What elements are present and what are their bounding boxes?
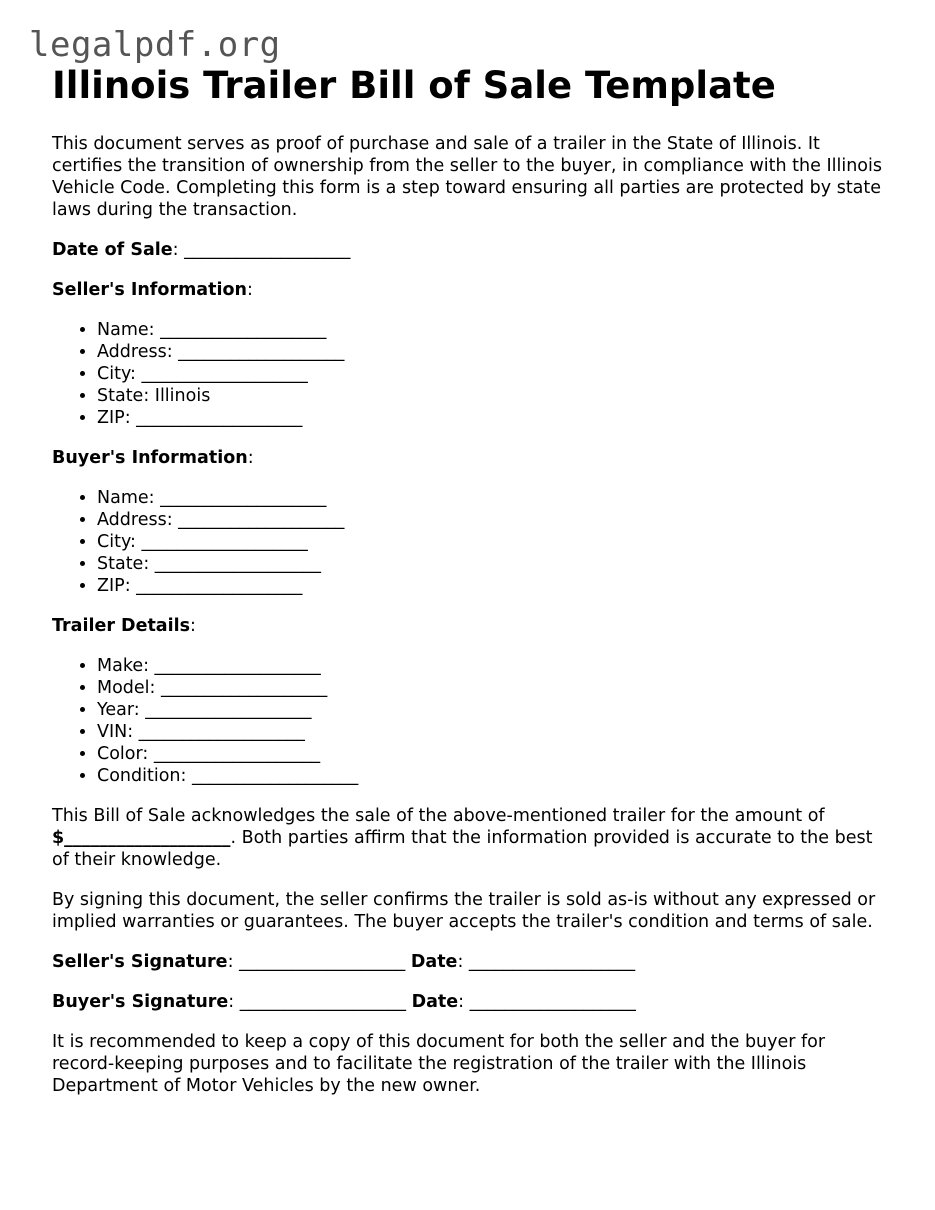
trailer-make-field[interactable]: • Make: ___________________ [97, 655, 887, 677]
closing-paragraph: It is recommended to keep a copy of this document for both the seller and the buyer for record-keeping purposes and to facilitate the registration of the trailer with the Illinois Department of Motor Vehicles by the new owner. [52, 1032, 826, 1097]
buyer-info-heading: Buyer's Information: [52, 448, 254, 469]
trailer-details-heading: Trailer Details: [52, 616, 196, 637]
trailer-vin-field[interactable]: • VIN: ___________________ [97, 721, 887, 743]
trailer-details-list [52, 655, 887, 787]
trailer-year-field[interactable]: • Year: ___________________ [97, 699, 887, 721]
buyer-signature-blank[interactable]: ___________________ [239, 992, 407, 1013]
seller-zip-field[interactable]: • ZIP: ___________________ [97, 407, 887, 429]
seller-address-field[interactable]: • Address: ___________________ [97, 341, 887, 363]
buyer-zip-field[interactable]: • ZIP: ___________________ [97, 575, 887, 597]
seller-state-field: • State: Illinois [97, 385, 887, 407]
buyer-name-field[interactable]: • Name: ___________________ [97, 487, 887, 509]
buyer-city-field[interactable]: • City: ___________________ [97, 531, 887, 553]
seller-signature-label: Seller's Signature [52, 952, 228, 973]
buyer-info-list [52, 487, 887, 597]
seller-date-label: Date [410, 952, 458, 973]
watermark-logo: legalpdf.org [29, 25, 281, 65]
buyer-signature-label: Buyer's Signature [52, 992, 229, 1013]
amount-paragraph: This Bill of Sale acknowledges the sale of the above-mentioned trailer for the amount of $___________________. Both parties affirm that the information provided is accurate to the best of their knowledge. [52, 806, 873, 871]
date-of-sale-label: Date of Sale [52, 240, 173, 261]
seller-name-field[interactable]: • Name: ___________________ [97, 319, 887, 341]
seller-signature-line: Seller's Signature: ___________________ Date: ___________________ [52, 952, 636, 973]
buyer-signature-line: Buyer's Signature: ___________________ Date: ___________________ [52, 992, 636, 1013]
seller-city-field[interactable]: • City: ___________________ [97, 363, 887, 385]
seller-signature-blank[interactable]: ___________________ [239, 952, 406, 973]
trailer-condition-field[interactable]: • Condition: ___________________ [97, 765, 887, 787]
buyer-date-label: Date [411, 992, 459, 1013]
page-title: Illinois Trailer Bill of Sale Template [52, 64, 776, 107]
intro-paragraph: This document serves as proof of purchase and sale of a trailer in the State of Illinois. It certifies the transition of ownership from the seller to the buyer, in compliance with the Illinois Vehicle Code. Completing this form is a step toward ensuring all parties are protected by state laws during the transaction. [52, 134, 882, 221]
trailer-model-field[interactable]: • Model: ___________________ [97, 677, 887, 699]
seller-info-heading: Seller's Information: [52, 280, 253, 301]
seller-info-list [52, 319, 887, 429]
date-of-sale-blank[interactable]: ___________________ [184, 240, 351, 261]
as-is-paragraph: By signing this document, the seller confirms the trailer is sold as-is without any expressed or implied warranties or guarantees. The buyer accepts the trailer's condition and terms of sale. [52, 890, 876, 933]
buyer-state-field[interactable]: • State: ___________________ [97, 553, 887, 575]
trailer-color-field[interactable]: • Color: ___________________ [97, 743, 887, 765]
seller-date-blank[interactable]: ___________________ [468, 952, 636, 973]
date-of-sale-line: Date of Sale: ___________________ [52, 240, 351, 261]
amount-blank[interactable]: $___________________ [52, 828, 231, 849]
document-page [52, 64, 887, 1097]
buyer-address-field[interactable]: • Address: ___________________ [97, 509, 887, 531]
buyer-date-blank[interactable]: ___________________ [469, 992, 636, 1013]
